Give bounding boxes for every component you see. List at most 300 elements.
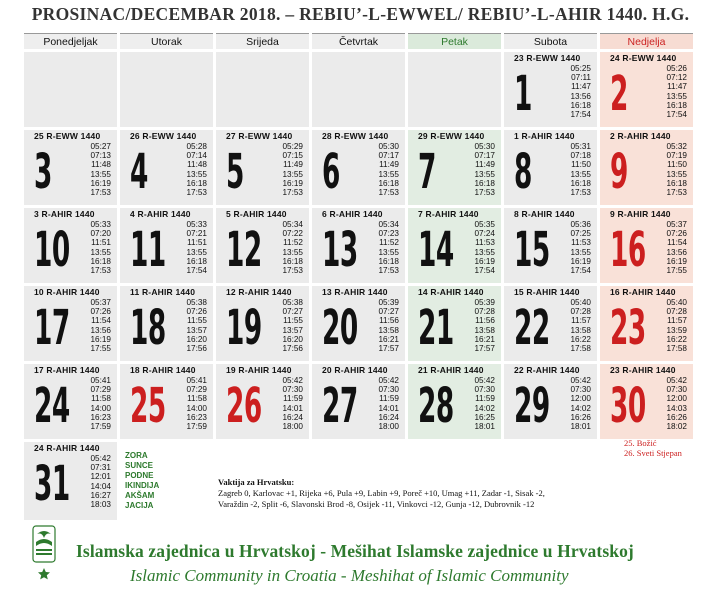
weekday-sunday: Nedjelja: [600, 33, 693, 49]
footer-line-croatian: Islamska zajednica u Hrvatskoj - Mešihat Islamske zajednice u Hrvatskoj: [76, 541, 634, 561]
day-cell: [312, 208, 405, 283]
prayer-time: 11:51: [91, 238, 111, 248]
prayer-time: 07:14: [186, 151, 207, 161]
prayer-time: 11:49: [283, 160, 303, 170]
day-number: 27: [322, 378, 358, 434]
prayer-time: 14:03: [666, 403, 687, 413]
prayer-times: [67, 376, 111, 431]
prayer-time: 13:56: [666, 247, 687, 257]
prayer-time: 14:00: [186, 403, 207, 413]
prayer-time: 13:58: [474, 325, 495, 335]
hijri-date: 24 R-EWW 1440: [610, 53, 677, 63]
prayer-time: 16:27: [90, 490, 111, 500]
day-cell: [600, 52, 693, 127]
prayer-time: 17:54: [186, 265, 207, 275]
prayer-time: 13:55: [474, 169, 495, 179]
prayer-time: 07:21: [186, 229, 207, 239]
prayer-time: 16:26: [570, 412, 591, 422]
day-cell: [504, 208, 597, 283]
prayer-time: 13:55: [186, 169, 207, 179]
day-number: 17: [34, 300, 70, 356]
prayer-time: 05:33: [90, 220, 111, 229]
prayer-time: 07:30: [666, 385, 687, 395]
hijri-date: 11 R-AHIR 1440: [130, 287, 196, 297]
prayer-time: 05:42: [282, 376, 303, 385]
day-cell: [120, 130, 213, 205]
prayer-time: 11:53: [475, 238, 495, 248]
prayer-times: [163, 220, 207, 275]
prayer-time: 11:57: [667, 316, 687, 326]
prayer-time: 05:42: [666, 376, 687, 385]
prayer-times: [451, 298, 495, 353]
prayer-times: [259, 142, 303, 197]
prayer-time: 14:02: [570, 403, 591, 413]
vaktija-title: Vaktija za Hrvatsku:: [218, 477, 295, 487]
prayer-time: 11:49: [379, 160, 399, 170]
prayer-time: 16:23: [186, 412, 207, 422]
prayer-time: 16:19: [666, 256, 687, 266]
day-cell: [408, 364, 501, 439]
prayer-time: 16:21: [378, 334, 399, 344]
day-cell: [24, 208, 117, 283]
prayer-time: 16:20: [282, 334, 303, 344]
footer-line-english: Islamic Community in Croatia - Meshihat of Islamic Community: [130, 566, 569, 585]
prayer-time: 05:42: [378, 376, 399, 385]
prayer-time: 05:32: [666, 142, 687, 151]
prayer-time: 05:42: [90, 454, 111, 463]
hijri-date: 17 R-AHIR 1440: [34, 365, 100, 375]
prayer-time: 16:26: [666, 412, 687, 422]
calendar-grid: [24, 33, 693, 520]
legend-ikindija: IKINDIJA: [125, 481, 160, 490]
hijri-date: 29 R-EWW 1440: [418, 131, 485, 141]
prayer-time: 13:59: [666, 325, 687, 335]
day-cell: [408, 208, 501, 283]
prayer-time: 17:53: [378, 265, 399, 275]
day-cell: [312, 364, 405, 439]
prayer-time: 05:30: [474, 142, 495, 151]
prayer-time: 05:40: [666, 298, 687, 307]
prayer-time: 11:52: [379, 238, 399, 248]
day-cell: [600, 364, 693, 439]
prayer-time: 16:18: [378, 256, 399, 266]
prayer-time: 17:54: [474, 265, 495, 275]
prayer-time: 13:55: [282, 169, 303, 179]
prayer-time: 16:19: [282, 178, 303, 188]
day-cell: [24, 442, 117, 520]
prayer-time: 07:18: [570, 151, 591, 161]
prayer-time: 07:22: [282, 229, 303, 239]
prayer-time: 17:53: [666, 187, 687, 197]
prayer-time: 05:35: [474, 220, 495, 229]
prayer-time: 13:58: [570, 325, 591, 335]
prayer-times: [259, 298, 303, 353]
prayer-time: 16:18: [186, 178, 207, 188]
prayer-time: 17:55: [666, 265, 687, 275]
prayer-time: 07:30: [474, 385, 495, 395]
day-cell: [312, 286, 405, 361]
prayer-time: 07:30: [570, 385, 591, 395]
prayer-time: 05:26: [666, 64, 687, 73]
day-number: 31: [34, 456, 70, 512]
prayer-time: 05:30: [378, 142, 399, 151]
prayer-time: 07:20: [90, 229, 111, 239]
weekday-saturday: Subota: [504, 33, 597, 49]
prayer-time: 11:59: [379, 394, 399, 404]
day-number: 6: [322, 144, 340, 200]
hijri-date: 27 R-EWW 1440: [226, 131, 293, 141]
prayer-times: [163, 142, 207, 197]
day-cell: [600, 208, 693, 283]
prayer-time: 17:59: [186, 421, 207, 431]
prayer-time: 13:55: [282, 247, 303, 257]
legend-jacija: JACIJA: [125, 501, 154, 510]
day-number: 23: [610, 300, 646, 356]
day-number: 22: [514, 300, 550, 356]
prayer-time: 11:59: [475, 394, 495, 404]
day-number: 20: [322, 300, 358, 356]
vaktija-note: [218, 477, 545, 510]
prayer-time: 05:39: [378, 298, 399, 307]
prayer-time: 17:57: [378, 343, 399, 353]
prayer-time: 17:55: [90, 343, 111, 353]
legend-zora: ZORA: [125, 451, 148, 460]
prayer-time: 11:59: [283, 394, 303, 404]
prayer-time: 07:23: [378, 229, 399, 239]
prayer-time: 07:24: [474, 229, 495, 239]
prayer-time: 11:58: [187, 394, 207, 404]
hijri-date: 26 R-EWW 1440: [130, 131, 197, 141]
prayer-times: [355, 376, 399, 431]
day-number: 25: [130, 378, 166, 434]
day-cell: [216, 286, 309, 361]
prayer-time: 14:01: [282, 403, 303, 413]
prayer-times: [547, 64, 591, 119]
prayer-time: 05:36: [570, 220, 591, 229]
day-number: 2: [610, 66, 628, 122]
prayer-time: 13:57: [186, 325, 207, 335]
day-number: 19: [226, 300, 262, 356]
hijri-date: 6 R-AHIR 1440: [322, 209, 383, 219]
hijri-date: 2 R-AHIR 1440: [610, 131, 671, 141]
day-number: 26: [226, 378, 262, 434]
prayer-time: 07:15: [282, 151, 303, 161]
hijri-date: 8 R-AHIR 1440: [514, 209, 575, 219]
prayer-time: 05:38: [282, 298, 303, 307]
prayer-time: 07:29: [90, 385, 111, 395]
hijri-date: 15 R-AHIR 1440: [514, 287, 580, 297]
prayer-time: 16:23: [90, 412, 111, 422]
day-cell: [504, 130, 597, 205]
prayer-time: 12:01: [90, 472, 111, 482]
hijri-date: 1 R-AHIR 1440: [514, 131, 575, 141]
prayer-time: 11:57: [571, 316, 591, 326]
prayer-time: 17:53: [282, 265, 303, 275]
prayer-time: 05:34: [378, 220, 399, 229]
prayer-times: [643, 298, 687, 353]
prayer-time: 12:00: [570, 394, 591, 404]
prayer-times: [163, 376, 207, 431]
prayer-time: 07:30: [282, 385, 303, 395]
prayer-time: 14:00: [90, 403, 111, 413]
prayer-time: 18:01: [474, 421, 495, 431]
prayer-times: [355, 298, 399, 353]
day-number: 5: [226, 144, 244, 200]
hijri-date: 3 R-AHIR 1440: [34, 209, 95, 219]
day-number: 3: [34, 144, 52, 200]
prayer-times: [643, 376, 687, 431]
empty-day-cell: [120, 52, 213, 127]
prayer-time: 13:55: [90, 169, 111, 179]
prayer-times: [67, 220, 111, 275]
prayer-time: 16:18: [378, 178, 399, 188]
day-number: 18: [130, 300, 166, 356]
prayer-time: 11:58: [91, 394, 111, 404]
calendar-title: PROSINAC/DECEMBAR 2018. – REBIU’-L-EWWEL/ REBIU’-L-AHIR 1440. H.G.: [31, 4, 690, 24]
prayer-time: 13:55: [474, 247, 495, 257]
hijri-date: 7 R-AHIR 1440: [418, 209, 479, 219]
day-number: 10: [34, 222, 70, 278]
day-number: 9: [610, 144, 628, 200]
prayer-time: 16:20: [186, 334, 207, 344]
prayer-time: 05:29: [282, 142, 303, 151]
day-cell: [120, 208, 213, 283]
prayer-time: 07:27: [378, 307, 399, 317]
hijri-date: 4 R-AHIR 1440: [130, 209, 191, 219]
day-cell: [600, 286, 693, 361]
prayer-time: 14:02: [474, 403, 495, 413]
islamic-community-logo: [24, 524, 64, 586]
hijri-date: 20 R-AHIR 1440: [322, 365, 388, 375]
prayer-time: 07:28: [474, 307, 495, 317]
prayer-time: 16:18: [666, 178, 687, 188]
weekday-tuesday: Utorak: [120, 33, 213, 49]
day-number: 8: [514, 144, 532, 200]
day-cell: [408, 130, 501, 205]
prayer-time: 11:55: [187, 316, 207, 326]
prayer-times: [67, 298, 111, 353]
prayer-time: 11:48: [91, 160, 111, 170]
prayer-times: [643, 142, 687, 197]
prayer-time: 17:59: [90, 421, 111, 431]
empty-day-cell: [24, 52, 117, 127]
prayer-times: [67, 142, 111, 197]
day-number: 21: [418, 300, 454, 356]
prayer-time: 13:55: [90, 247, 111, 257]
weekday-friday: Petak: [408, 33, 501, 49]
prayer-time: 16:19: [90, 334, 111, 344]
prayer-times: [259, 376, 303, 431]
hijri-date: 28 R-EWW 1440: [322, 131, 389, 141]
day-cell: [504, 52, 597, 127]
prayer-times: [355, 220, 399, 275]
prayer-time: 16:18: [570, 100, 591, 110]
prayer-time: 07:31: [90, 463, 111, 473]
prayer-time: 17:54: [666, 109, 687, 119]
prayer-time: 11:52: [283, 238, 303, 248]
prayer-times: [163, 298, 207, 353]
holiday-item: 26. Sveti Stjepan: [624, 448, 682, 458]
prayer-times: [547, 220, 591, 275]
prayer-time: 16:19: [474, 256, 495, 266]
prayer-time: 07:27: [282, 307, 303, 317]
prayer-time: 05:33: [186, 220, 207, 229]
hijri-date: 19 R-AHIR 1440: [226, 365, 292, 375]
prayer-time: 13:55: [666, 91, 687, 101]
hijri-date: 14 R-AHIR 1440: [418, 287, 484, 297]
prayer-times: [547, 298, 591, 353]
prayer-time: 17:54: [570, 109, 591, 119]
prayer-time: 07:26: [186, 307, 207, 317]
prayer-times: [451, 142, 495, 197]
day-number: 30: [610, 378, 646, 434]
day-cell: [216, 208, 309, 283]
prayer-time: 13:57: [282, 325, 303, 335]
prayer-times: [67, 454, 111, 509]
prayer-time: 05:41: [90, 376, 111, 385]
prayer-time: 17:53: [474, 187, 495, 197]
prayer-time: 16:24: [282, 412, 303, 422]
day-number: 29: [514, 378, 550, 434]
prayer-times: [451, 220, 495, 275]
weekday-thursday: Četvrtak: [312, 33, 405, 49]
prayer-time: 05:38: [186, 298, 207, 307]
prayer-time: 11:48: [187, 160, 207, 170]
prayer-time: 17:53: [378, 187, 399, 197]
prayer-time: 07:28: [666, 307, 687, 317]
prayer-time: 07:30: [378, 385, 399, 395]
prayer-time: 11:53: [571, 238, 591, 248]
prayer-legend: [125, 451, 159, 511]
prayer-time: 17:54: [570, 265, 591, 275]
day-cell: [216, 130, 309, 205]
prayer-time: 05:40: [570, 298, 591, 307]
prayer-time: 11:50: [667, 160, 687, 170]
prayer-time: 16:18: [90, 256, 111, 266]
prayer-time: 17:56: [186, 343, 207, 353]
prayer-time: 11:47: [571, 82, 591, 92]
day-number: 4: [130, 144, 148, 200]
legend-aksam: AKŠAM: [125, 491, 155, 500]
prayer-time: 07:28: [570, 307, 591, 317]
prayer-times: [547, 376, 591, 431]
hijri-date: 25 R-EWW 1440: [34, 131, 101, 141]
empty-day-cell: [312, 52, 405, 127]
prayer-time: 07:11: [571, 73, 591, 83]
prayer-time: 11:51: [187, 238, 207, 248]
prayer-time: 07:29: [186, 385, 207, 395]
prayer-time: 17:53: [90, 187, 111, 197]
prayer-time: 05:27: [90, 142, 111, 151]
empty-day-cell: [408, 52, 501, 127]
prayer-times: [643, 220, 687, 275]
hijri-date: 22 R-AHIR 1440: [514, 365, 580, 375]
vaktija-line: Zagreb 0, Karlovac +1, Rijeka +6, Pula +9, Labin +9, Poreč +10, Umag +11, Zadar -1, Sisak -2,: [218, 488, 545, 498]
day-number: 7: [418, 144, 436, 200]
prayer-time: 16:22: [570, 334, 591, 344]
prayer-time: 11:54: [667, 238, 687, 248]
prayer-time: 13:55: [570, 169, 591, 179]
empty-day-cell: [216, 52, 309, 127]
prayer-time: 16:22: [666, 334, 687, 344]
prayer-time: 07:12: [666, 73, 687, 83]
holiday-item: 25. Božić: [624, 438, 657, 448]
prayer-times: [355, 142, 399, 197]
day-cell: [600, 130, 693, 205]
day-cell: [312, 130, 405, 205]
prayer-times: [547, 142, 591, 197]
prayer-time: 18:00: [282, 421, 303, 431]
prayer-time: 11:47: [667, 82, 687, 92]
legend-sunce: SUNCE: [125, 461, 154, 470]
prayer-time: 11:54: [91, 316, 111, 326]
prayer-time: 12:00: [666, 394, 687, 404]
prayer-time: 13:56: [570, 91, 591, 101]
prayer-time: 14:04: [90, 481, 111, 491]
prayer-time: 16:24: [378, 412, 399, 422]
hijri-date: 21 R-AHIR 1440: [418, 365, 484, 375]
day-number: 11: [130, 222, 166, 278]
prayer-time: 07:26: [666, 229, 687, 239]
prayer-times: [643, 64, 687, 119]
day-number: 16: [610, 222, 646, 278]
prayer-time: 16:19: [90, 178, 111, 188]
prayer-time: 05:39: [474, 298, 495, 307]
prayer-time: 16:18: [570, 178, 591, 188]
prayer-time: 05:28: [186, 142, 207, 151]
prayer-time: 18:03: [90, 499, 111, 509]
prayer-time: 11:56: [475, 316, 495, 326]
prayer-time: 13:55: [378, 247, 399, 257]
prayer-time: 17:58: [666, 343, 687, 353]
prayer-time: 05:41: [186, 376, 207, 385]
weekday-monday: Ponedjeljak: [24, 33, 117, 49]
prayer-time: 05:31: [570, 142, 591, 151]
prayer-time: 07:17: [474, 151, 495, 161]
hijri-date: 16 R-AHIR 1440: [610, 287, 676, 297]
prayer-time: 11:49: [475, 160, 495, 170]
prayer-time: 17:57: [474, 343, 495, 353]
prayer-time: 07:13: [90, 151, 111, 161]
hijri-date: 18 R-AHIR 1440: [130, 365, 196, 375]
legend-podne: PODNE: [125, 471, 154, 480]
prayer-time: 05:42: [474, 376, 495, 385]
prayer-time: 17:53: [90, 265, 111, 275]
prayer-time: 17:53: [282, 187, 303, 197]
day-number: 28: [418, 378, 454, 434]
hijri-date: 10 R-AHIR 1440: [34, 287, 100, 297]
day-cell: [24, 364, 117, 439]
prayer-time: 16:18: [282, 256, 303, 266]
day-cell: [24, 130, 117, 205]
hijri-date: 23 R-AHIR 1440: [610, 365, 676, 375]
prayer-time: 05:37: [90, 298, 111, 307]
weekday-wednesday: Srijeda: [216, 33, 309, 49]
prayer-time: 16:18: [666, 100, 687, 110]
day-number: 14: [418, 222, 454, 278]
prayer-time: 11:50: [571, 160, 591, 170]
prayer-time: 13:55: [378, 169, 399, 179]
day-number: 12: [226, 222, 262, 278]
prayer-time: 18:01: [570, 421, 591, 431]
prayer-time: 17:53: [570, 187, 591, 197]
day-cell: [504, 286, 597, 361]
prayer-time: 05:37: [666, 220, 687, 229]
prayer-time: 13:58: [378, 325, 399, 335]
prayer-time: 13:55: [186, 247, 207, 257]
prayer-time: 11:55: [283, 316, 303, 326]
prayer-time: 05:34: [282, 220, 303, 229]
